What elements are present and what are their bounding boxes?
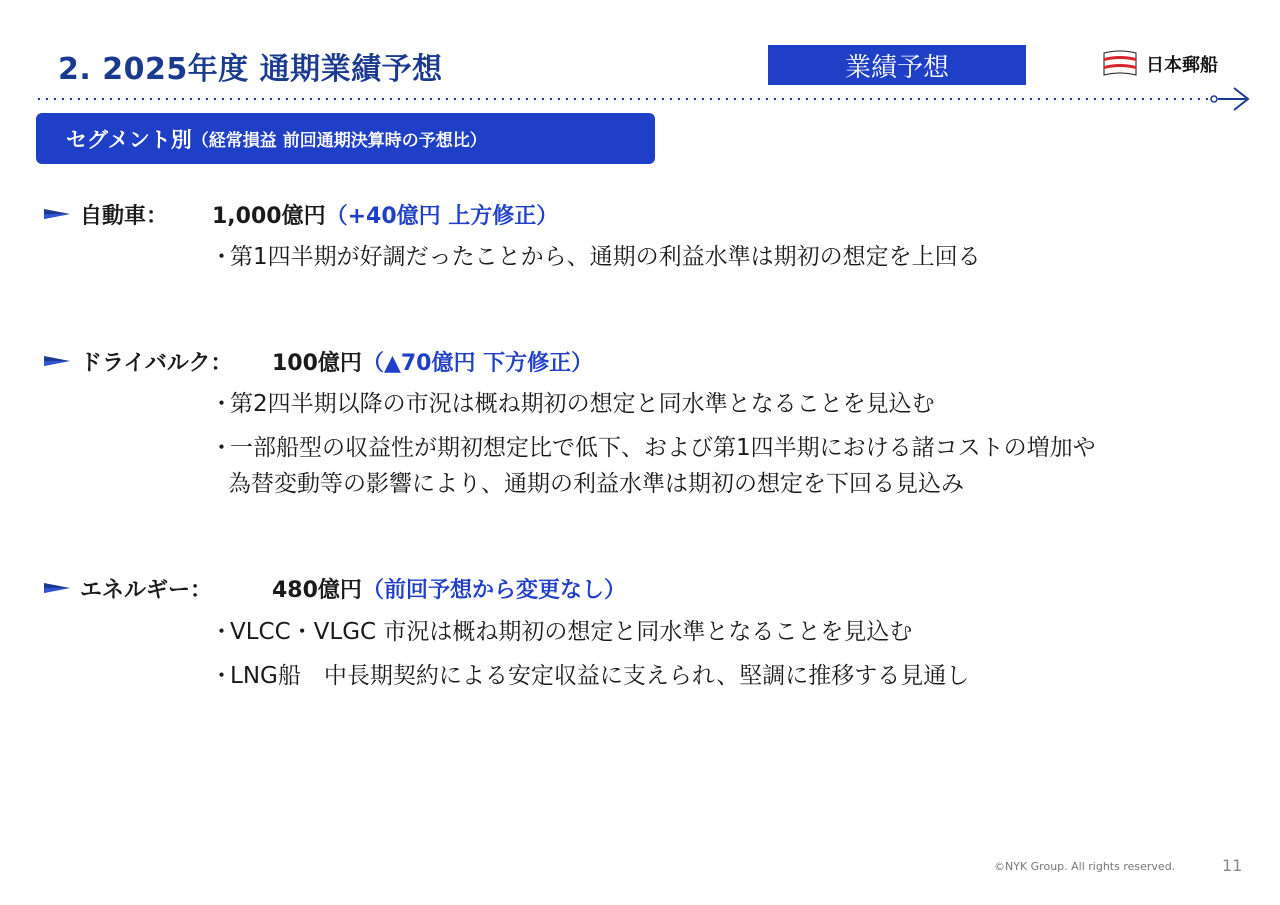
bullet-text: 第1四半期が好調だったことから、通期の利益水準は期初の想定を上回る: [230, 244, 981, 270]
segment-revision-note: （+40億円 上方修正）: [325, 203, 559, 229]
bullet-text: 第2四半期以降の市況は概ね期初の想定と同水準となることを見込む: [230, 391, 935, 417]
segment-section-label: [36, 113, 655, 164]
segment-automotive: [44, 198, 558, 230]
bullet-text: 一部船型の収益性が期初想定比で低下、および第1四半期における諸コストの増加や: [230, 435, 1096, 461]
segment-name: ドライバルク：: [80, 350, 233, 376]
bullet-marker: ・: [210, 435, 233, 461]
segment-revision-note: （前回予想から変更なし）: [361, 577, 626, 603]
section-label-sub: （経常損益 前回通期決算時の予想比）: [191, 131, 487, 151]
segment-bullet: [210, 386, 935, 422]
bullet-text: LNG船 中長期契約による安定収益に支えられ、堅調に推移する見通し: [230, 663, 970, 689]
pennant-arrow-icon: [44, 206, 70, 222]
bullet-marker: ・: [210, 619, 233, 645]
bullet-marker: ・: [210, 244, 233, 270]
header-divider: [38, 86, 1253, 112]
page-title: 2. 2025年度 通期業績予想: [58, 52, 443, 87]
bullet-text: VLCC・VLGC 市況は概ね期初の想定と同水準となることを見込む: [230, 619, 913, 645]
segment-energy: [44, 572, 626, 604]
pennant-arrow-icon: [44, 353, 70, 369]
bullet-marker: ・: [210, 391, 233, 417]
segment-name: エネルギー：: [80, 577, 213, 603]
segment-bullet: [210, 614, 912, 650]
segment-value: 1,000億円: [212, 203, 326, 229]
bullet-marker: ・: [210, 663, 233, 689]
pennant-arrow-icon: [44, 580, 70, 596]
segment-bullet: [210, 239, 981, 275]
segment-value: 480億円: [272, 577, 362, 603]
bullet-continuation: 為替変動等の影響により、通期の利益水準は期初の想定を下回る見込み: [228, 471, 964, 497]
segment-revision-note: （▲70億円 下方修正）: [361, 350, 594, 376]
segment-name: 自動車：: [80, 203, 169, 229]
company-logo: [1100, 48, 1218, 80]
page-number: 11: [1222, 856, 1243, 875]
section-label-main: セグメント別: [66, 127, 192, 152]
logo-text: 日本郵船: [1146, 55, 1218, 76]
segment-bullet: [210, 430, 1096, 466]
section-badge: 業績予想: [768, 45, 1026, 85]
copyright-text: ©NYK Group. All rights reserved.: [994, 860, 1176, 873]
segment-value: 100億円: [272, 350, 362, 376]
segment-bullet: [210, 658, 969, 694]
nyk-flag-icon: [1100, 49, 1140, 79]
segment-drybulk: [44, 345, 593, 377]
